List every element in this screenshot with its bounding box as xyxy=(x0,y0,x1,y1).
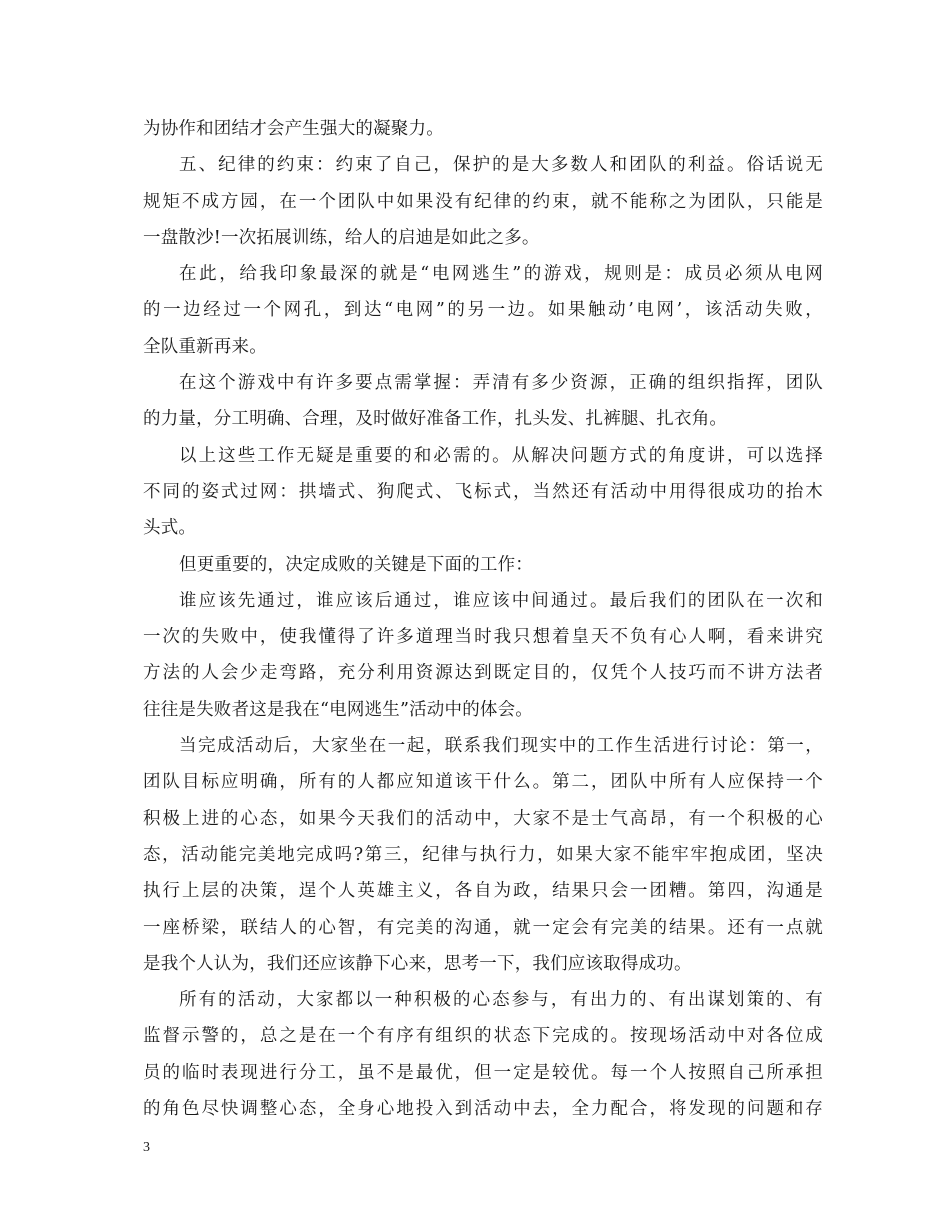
text-line: 为协作和团结才会产生强大的凝聚力。 xyxy=(143,119,444,139)
text-line: 在这个游戏中有许多要点需掌握：弄清有多少资源，正确的组织指挥，团队 xyxy=(179,373,823,394)
text-line: 全队重新再来。 xyxy=(143,336,267,357)
text-line: 员的临时表现进行分工，虽不是最优，但一定是较优。每一个人按照自己所承担 xyxy=(143,1062,823,1083)
text-line: 当完成活动后，大家坐在一起，联系我们现实中的工作生活进行讨论：第一， xyxy=(179,736,823,757)
text-line: 一座桥梁，联结人的心智，有完美的沟通，就一定会有完美的结果。还有一点就 xyxy=(143,917,823,938)
text-line: 执行上层的决策，逞个人英雄主义，各自为政，结果只会一团糟。第四，沟通是 xyxy=(143,881,823,902)
text-line: 监督示警的，总之是在一个有序有组织的状态下完成的。按现场活动中对各位成 xyxy=(143,1026,823,1047)
text-line: 的力量，分工明确、合理，及时做好准备工作，扎头发、扎裤腿、扎衣角。 xyxy=(143,409,728,430)
document-body xyxy=(143,111,823,1127)
text-line: 是我个人认为，我们还应该静下心来，思考一下，我们应该取得成功。 xyxy=(143,953,692,974)
text-line: 一盘散沙!一次拓展训练，给人的启迪是如此之多。 xyxy=(143,227,540,248)
text-line: 但更重要的，决定成败的关键是下面的工作： xyxy=(179,554,533,575)
text-line: 的角色尽快调整心态，全身心地投入到活动中去，全力配合，将发现的问题和存 xyxy=(143,1099,823,1120)
text-line: 不同的姿式过网：拱墙式、狗爬式、飞标式，当然还有活动中用得很成功的抬木 xyxy=(143,481,823,502)
text-line: 的一边经过一个网孔，到达“电网”的另一边。如果触动’电网’，该活动失败， xyxy=(143,300,823,321)
text-line: 态，活动能完美地完成吗?第三，纪律与执行力，如果大家不能牢牢抱成团，坚决 xyxy=(143,844,823,865)
text-line: 规矩不成方园，在一个团队中如果没有纪律的约束，就不能称之为团队，只能是 xyxy=(143,191,823,212)
text-line: 以上这些工作无疑是重要的和必需的。从解决问题方式的角度讲，可以选择 xyxy=(179,445,823,466)
text-line: 往往是失败者这是我在“电网逃生”活动中的体会。 xyxy=(143,699,533,720)
text-line: 头式。 xyxy=(143,518,197,539)
text-line: 五、纪律的约束：约束了自己，保护的是大多数人和团队的利益。俗话说无 xyxy=(179,155,823,176)
text-line: 在此，给我印象最深的就是“电网逃生”的游戏，规则是：成员必须从电网 xyxy=(179,264,823,285)
page-number: 3 xyxy=(143,1140,150,1155)
text-line: 一次的失败中，使我懂得了许多道理当时我只想着皇天不负有心人啊，看来讲究 xyxy=(143,627,823,648)
text-line: 团队目标应明确，所有的人都应知道该干什么。第二，团队中所有人应保持一个 xyxy=(143,772,823,793)
text-line: 积极上进的心态，如果今天我们的活动中，大家不是士气高昂，有一个积极的心 xyxy=(143,808,823,829)
text-line: 谁应该先通过，谁应该后通过，谁应该中间通过。最后我们的团队在一次和 xyxy=(179,590,823,611)
text-line: 所有的活动，大家都以一种积极的心态参与，有出力的、有出谋划策的、有 xyxy=(179,990,823,1011)
text-line: 方法的人会少走弯路，充分利用资源达到既定目的，仅凭个人技巧而不讲方法者 xyxy=(143,663,823,684)
